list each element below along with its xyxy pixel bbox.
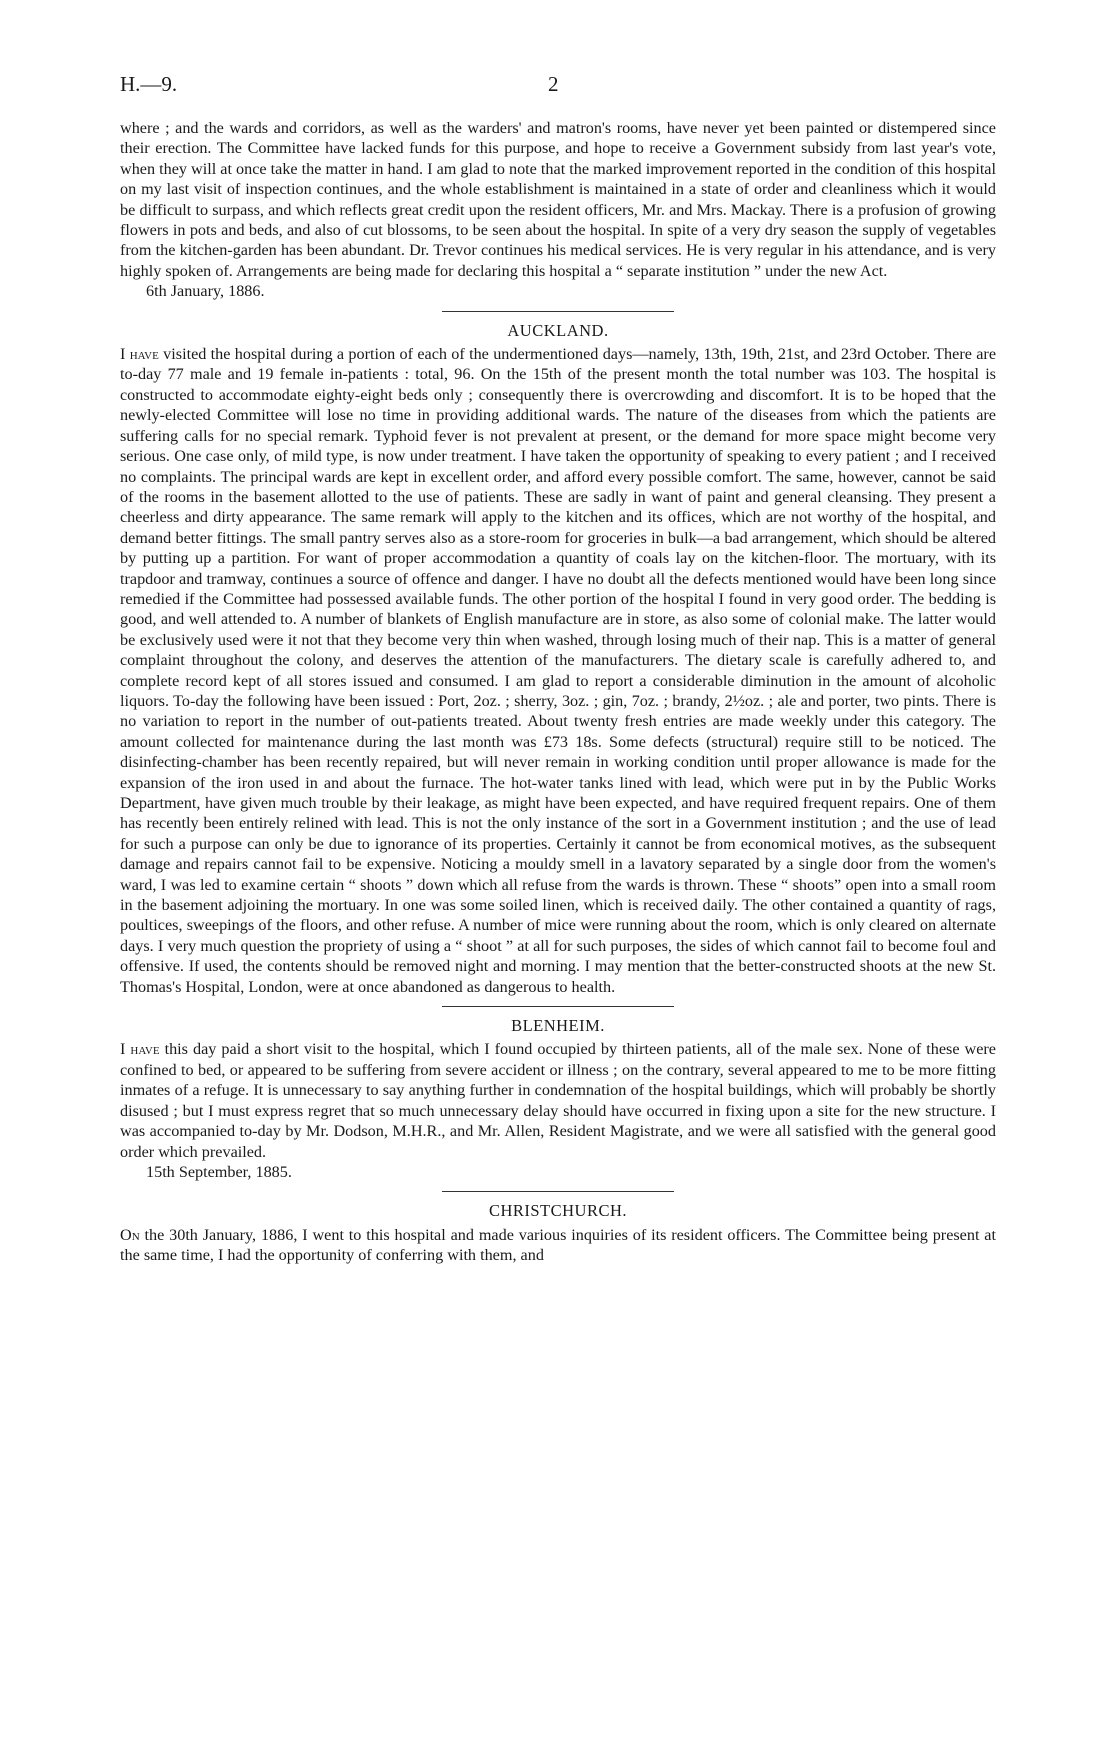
document-body bbox=[120, 118, 996, 1266]
intro-paragraph: where ; and the wards and corridors, as well as the warders' and matron's rooms, have never yet been painted or distempered since their erection. The Committee have lacked funds for this purpose, and hope to receive a Government subsidy from last year's vote, when they will at once take the matter in hand. I am glad to note that the marked improvement reported in the condition of this hospital on my last visit of inspection continues, and the whole establishment is maintained in a state of order and cleanliness which it would be difficult to surpass, and which reflects great credit upon the resident officers, Mr. and Mrs. Mackay. There is a profusion of growing flowers in pots and beds, and also of cut blossoms, to be seen about the hospital. In spite of a very dry season the supply of vegetables from the kitchen-garden has been abundant. Dr. Trevor continues his medical services. He is very regular in his attendance, and is very highly spoken of. Arrangements are being made for declaring this hospital a “ separate institution ” under the new Act. bbox=[120, 119, 996, 280]
page-number: 2 bbox=[548, 72, 559, 96]
section-title-auckland: AUCKLAND. bbox=[507, 320, 609, 340]
intro-date: 6th January, 1886. bbox=[146, 282, 265, 301]
blenheim-text: this day paid a short visit to the hospital, which I found occupied by thirteen patients, all of the male sex. None of these were confined to bed, or appeared to be suffering from severe accident or illness ; on the contrary, several appeared to me to be more fitting inmates of a refuge. It is unnecessary to say anything further in condemnation of the hospital buildings, which will probably be shortly disused ; but I must express regret that so much unnecessary delay should have occurred in fixing upon a site for the new structure. I was accompanied to-day by Mr. Dodson, M.H.R., and Mr. Allen, Resident Magistrate, and we were all satisfied with the general good order which prevailed. bbox=[120, 1040, 996, 1161]
blenheim-date: 15th September, 1885. bbox=[146, 1162, 292, 1181]
document-reference: H.—9. bbox=[120, 72, 178, 96]
auckland-text: visited the hospital during a portion of each of the undermentioned days—namely, 13th, 19th, 21st, and 23rd October. There are to-day 77 male and 19 female in-patients : total, 96. On the 15th of the present month the total number was 103. The hospital is constructed to accommodate eighty-eight beds only ; consequently there is overcrowding and discomfort. It is to be hoped that the newly-elected Committee will lose no time in providing additional wards. The nature of the diseases from which the patients are suffering calls for no special remark. Typhoid fever is not prevalent at present, or the demand for more space might become very serious. One case only, of mild type, is now under treatment. I have taken the opportunity of speaking to every patient ; and I received no complaints. The principal wards are kept in excellent order, and afford every possible comfort. The same, however, cannot be said of the rooms in the basement allotted to the use of patients. These are sadly in want of paint and general cleansing. They present a cheerless and dirty appearance. The same remark will apply to the kitchen and its offices, which are not worthy of the hospital, and demand better fittings. The small pantry serves also as a store-room for groceries in bulk—a bad arrangement, which should be altered by putting up a partition. For want of proper accommodation a quantity of coals lay on the kitchen-floor. The mortuary, with its trapdoor and tramway, continues a source of offence and danger. I have no doubt all the defects mentioned would have been long since remedied if the Committee had possessed available funds. The other portion of the hospital I found in very good order. The bedding is good, and well attended to. A number of blankets of English manufacture are in store, as also some of colonial make. The latter would be exclusively used were it not that they become very thin when washed, through losing much of their nap. This is a matter of general complaint throughout the colony, and deserves the attention of the manufacturers. The dietary scale is carefully adhered to, and complete record kept of all stores issued and consumed. I am glad to report a considerable diminution in the amount of alcoholic liquors. To-day the following have been issued : Port, 2oz. ; sherry, 3oz. ; gin, 7oz. ; brandy, 2½oz. ; ale and porter, two pints. There is no variation to report in the number of out-patients treated. About twenty fresh entries are made weekly under this category. The amount collected for maintenance during the last month was £73 18s. Some defects (structural) require still to be noticed. The disinfecting-chamber has been recently repaired, but will never remain in working condition until proper allowance is made for the expansion of the iron used in and about the furnace. The hot-water tanks lined with lead, which were put in by the Public Works Department, have given much trouble by their leakage, as might have been expected, and have required frequent repairs. One of them has recently been entirely relined with lead. This is not the only instance of the sort in a Government institution ; and the use of lead for such a purpose can only be due to ignorance of its properties. Certainly it cannot be from economical motives, as the subsequent damage and repairs cannot fail to be expensive. Noticing a mouldy smell in a lavatory separated by a single door from the women's ward, I was led to examine certain “ shoots ” down which all refuse from the wards is thrown. These “ shoots” open into a small room in the basement adjoining the mortuary. In one was some soiled linen, which is received daily. The other contained a quantity of rags, poultices, sweepings of the floors, and other refuse. A number of mice were running about the room, which is only cleared on alternate days. I very much question the propriety of using a “ shoot ” at all for such purposes, the sides of which cannot fail to become foul and offensive. If used, the contents should be removed night and morning. I may mention that the better-constructed shoots at the new St. Thomas's Hospital, London, were at once abandoned as dangerous to health. bbox=[120, 345, 996, 996]
auckland-lead: I have bbox=[120, 345, 159, 364]
christchurch-text: the 30th January, 1886, I went to this hospital and made various inquiries of its resident officers. The Committee being present at the same time, I had the opportunity of conferring with them, and bbox=[120, 1225, 996, 1265]
section-divider bbox=[442, 1191, 674, 1192]
page-header bbox=[120, 72, 1000, 102]
section-title-christchurch: CHRISTCHURCH. bbox=[488, 1201, 628, 1221]
section-divider bbox=[442, 1006, 674, 1007]
christchurch-lead: On bbox=[120, 1225, 140, 1244]
blenheim-paragraph bbox=[120, 1039, 996, 1161]
blenheim-lead: I have bbox=[120, 1040, 160, 1059]
christchurch-paragraph bbox=[120, 1225, 996, 1266]
section-divider bbox=[442, 311, 674, 312]
auckland-paragraph bbox=[120, 344, 996, 997]
section-title-blenheim: BLENHEIM. bbox=[511, 1016, 605, 1036]
